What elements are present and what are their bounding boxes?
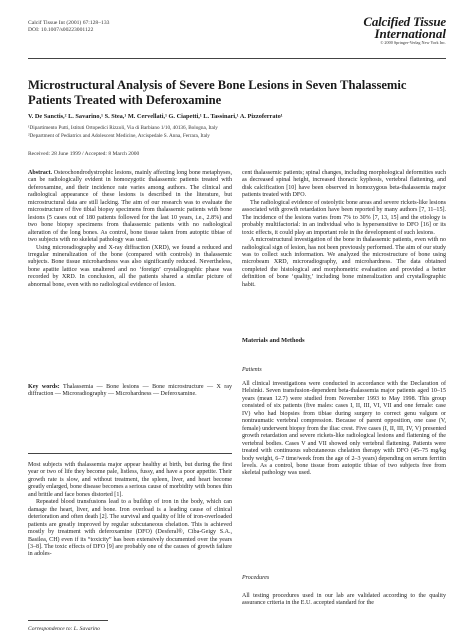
affiliations xyxy=(28,125,448,140)
intro-paragraph-1: Most subjects with thalassemia major appear healthy at birth, but during the first year or two of life they become pale, listless, fussy, and have a poor appetite. Their growth rate is slow, and without treatment, the spleen, liver, and heart become greatly enlarged, bone disease becomes a serious cause of morbidity with bones thin and brittle and face bones distorted [1]. xyxy=(28,462,232,498)
journal-name-line1: Calcified Tissue xyxy=(363,14,446,29)
journal-logo xyxy=(363,16,446,46)
affiliation-2: ²Department of Pediatrics and Adolescent Medicine, Arcispedale S. Anna, Ferrara, Italy xyxy=(28,132,210,139)
correspondence: Correspondence to: L. Savarino xyxy=(28,626,100,632)
intro-left-column xyxy=(28,462,232,559)
author-list: V. De Sanctis,² L. Savarino,¹ S. Stea,¹ M. Cervellati,¹ G. Ciapetti,¹ L. Tassinari,¹ A. Pizzoferrato¹ xyxy=(28,113,283,120)
abstract xyxy=(28,170,232,289)
citation-block xyxy=(28,20,109,34)
intro-paragraph-5: A microstructural investigation of the bone in thalassemic patients, even with no radiological sign of lesion, has not been previously performed. The aim of our study was to collect such information. We analyzed the microstructure of bone using microbeam XRD, microradiography, and microhardness. The data obtained completed the histological and morphometric evaluation and provided a better definition of bone ‘quality,’ including bone mineralization and crystallographic habit. xyxy=(242,237,446,288)
procedures-text xyxy=(242,593,446,608)
received-date: Received: 28 June 1999 / Accepted: 8 March 2000 xyxy=(28,151,140,157)
section-heading-methods: Materials and Methods xyxy=(242,337,305,344)
abstract-text: Osteochondrodystrophic lesions, mainly affecting long bone metaphyses, can be radiologically evident in homozygotic thalassemic patients treated with deferoxamine, and their incidence rate varies among authors. The clinical and radiological appearance of these lesions is described in the literature, but microstructural data are still lacking. The aim of our research was to evaluate the microstructure of five tibial biopsy specimens from thalassemic patients with bone lesions (5 cases out of 180 patients followed for the last 10 years, i.e., 2.8%) and two bone biopsy specimens from thalassemic patients with no radiological alteration of the long bones. As control, bone tissue taken from autoptic tibiae of two subjects with no skeletal pathology was used. xyxy=(28,170,233,244)
intro-paragraph-2: Repeated blood transfusions lead to a buildup of iron in the body, which can damage the heart, liver, and bone. Iron overload is a leading cause of clinical deterioration and often death [2]. The survival and quality of life of iron-overloaded patients are greatly improved by regular subcutaneous chelation. This is achieved mostly by treatment with deferoxamine (DFO) (Desferal®, Ciba-Geigy S.A., Basilea, CH) even if its “toxicity” has been extensively documented over the years [3–8]. The toxic effects of DFO [9] are probably one of the causes of growth failure in adoles- xyxy=(28,499,232,558)
subsection-patients: Patients xyxy=(242,367,262,373)
abstract-label: Abstract. xyxy=(28,170,53,176)
intro-right-column xyxy=(242,170,446,289)
intro-paragraph-4: The radiological evidence of osteolytic bone areas and severe rickets-like lesions associated with growth retardation have been reported by many authors [7, 11–15]. The incidence of the lesions varies from 7% to 30% [7, 13, 15] and the etiology is probably multifactorial: in an individual who is hypersensitive to DFO [16] or its toxic effects, it could play an important role in the development of such lesions. xyxy=(242,199,446,236)
intro-paragraph-3: cent thalassemic patients; spinal changes, including morphological deformities such as decreased spinal height, increased thoracic kyphosis, vertebral flattening, and disk calcification [10] have been observed in homozygous beta-thalassemia major patients treated with DFO. xyxy=(242,170,446,199)
abstract-text-2: Using microradiography and X-ray diffraction (XRD), we found a reduced and irregular mineralization of the bone (compared with controls) in thalassemic subjects. Bone tissue microhardness was also significantly reduced. Nevertheless, bone apatite lattice was unaltered and no ‘foreign’ crystallographic phase was recorded by XRD. In conclusion, all the patients shared a similar picture of abnormal bone, even with no radiological evidence of lesion. xyxy=(28,244,232,288)
patients-paragraph: All clinical investigations were conducted in accordance with the Declaration of Helsinki. Seven transfusion-dependent beta-thalassemia major patients aged 10–15 years (mean 12.7) were studied from November 1993 to May 1998. This group consisted of six patients (five males: cases I, II, III, VI, VII and one female: case IV) who had biopsies from tibiae during surgery to correct genu valgum or nontraumatic vertebral compression. Because of parent opposition, one case (V, female) underwent biopsy from the iliac crest. Five cases (I, II, III, IV, V) presented growth retardation and severe rickets-like radiological lesions and flattening of the vertebral bodies. Cases V and VII showed only vertebral flattening. Patients were treated with continuous subcutaneous chelation therapy with DFO (45–75 mg/kg body weight, 6–7 time/week from the age of 2–3 years) depending on serum ferritin levels. As a control, bone tissue from autoptic tibiae of two subjects free from skeletal pathology was used. xyxy=(242,381,446,477)
article-title: Microstructural Analysis of Severe Bone Lesions in Seven Thalassemic Patients Treated with Deferoxamine xyxy=(28,78,407,107)
abstract-divider xyxy=(28,453,232,454)
journal-name-line2: International xyxy=(374,26,446,41)
keywords xyxy=(28,384,232,399)
subsection-procedures: Procedures xyxy=(242,575,270,581)
patients-text xyxy=(242,381,446,478)
citation: Calcif Tissue Int (2001) 67:128–133 xyxy=(28,20,110,26)
footnote-rule xyxy=(28,620,108,621)
keywords-text: Thalassemia — Bone lesions — Bone microstructure — X ray diffraction — Microradiography — Microhardness — Deferoxamine. xyxy=(28,384,232,398)
doi: DOI: 10.1007/s00223001122 xyxy=(28,27,94,33)
keywords-label: Key words: xyxy=(28,384,60,390)
header-rule xyxy=(28,58,446,59)
copyright: © 2000 Springer-Verlag New York Inc. xyxy=(380,40,446,45)
affiliation-1: ¹Dipartimento Putti, Istituti Ortopedici Rizzoli, Via di Barbiano 1/10, 40136, Bologna, Italy xyxy=(28,125,218,131)
procedures-paragraph: All testing procedures used in our lab are validated according to the quality assurance criteria in the E.U. accepted standard for the xyxy=(242,593,446,607)
